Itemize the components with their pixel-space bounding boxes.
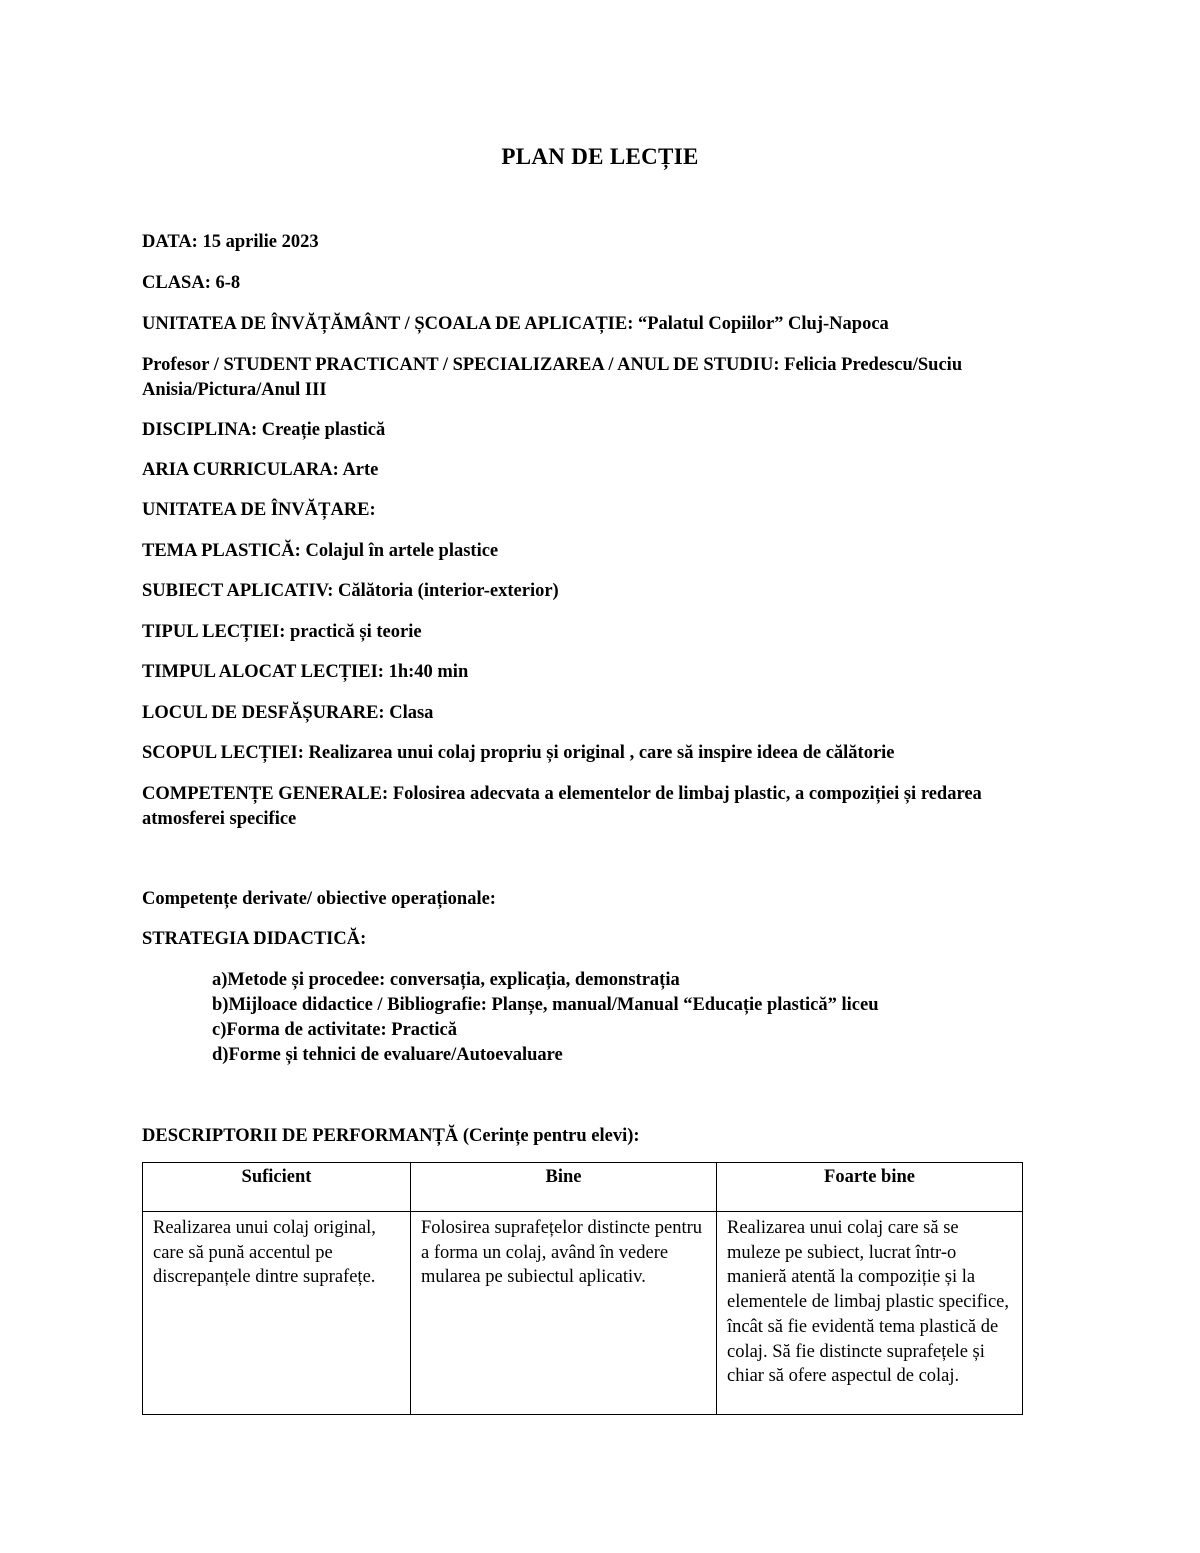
field-label: ARIA CURRICULARA: bbox=[142, 460, 339, 480]
field-value: 6-8 bbox=[215, 273, 241, 293]
field-value: Felicia Predescu/Suciu Anisia/Pictura/Anul III bbox=[142, 355, 963, 400]
field-aria-curriculara bbox=[142, 458, 1052, 483]
field-value: 1h:40 min bbox=[388, 662, 469, 682]
field-subiect-aplicativ bbox=[142, 579, 1052, 604]
field-label: UNITATEA DE ÎNVĂȚARE: bbox=[142, 500, 376, 520]
cell-bine: Folosirea suprafețelor distincte pentru a forma un colaj, având în vedere mularea pe subiectul aplicativ. bbox=[411, 1212, 717, 1415]
field-label: DATA: bbox=[142, 232, 198, 252]
field-clasa bbox=[142, 271, 1052, 296]
field-label: DISCIPLINA: bbox=[142, 420, 258, 440]
list-item: d)Forme și tehnici de evaluare/Autoevaluare bbox=[212, 1045, 563, 1065]
header-foarte-bine: Foarte bine bbox=[717, 1163, 1023, 1212]
field-label: SCOPUL LECȚIEI: bbox=[142, 743, 304, 763]
field-label: SUBIECT APLICATIV: bbox=[142, 581, 334, 601]
field-profesor bbox=[142, 353, 1052, 403]
field-unitatea-invatare bbox=[142, 498, 1052, 523]
descriptori-heading: DESCRIPTORII DE PERFORMANȚĂ (Cerințe pentru elevi): bbox=[142, 1126, 640, 1146]
table-header-row bbox=[143, 1163, 1023, 1212]
list-item: a)Metode și procedee: conversația, explicația, demonstrația bbox=[212, 970, 680, 990]
field-value: “Palatul Copiilor” Cluj-Napoca bbox=[638, 314, 889, 334]
header-bine: Bine bbox=[411, 1163, 717, 1212]
field-value: Călătoria (interior-exterior) bbox=[338, 581, 559, 601]
field-value: Arte bbox=[342, 460, 379, 480]
field-label: TIPUL LECȚIEI: bbox=[142, 622, 286, 642]
field-value: practică și teorie bbox=[290, 622, 422, 642]
field-label: UNITATEA DE ÎNVĂȚĂMÂNT / ȘCOALA DE APLICAȚIE: bbox=[142, 314, 634, 334]
strategia-heading: STRATEGIA DIDACTICĂ: bbox=[142, 929, 367, 949]
field-label: LOCUL DE DESFĂȘURARE: bbox=[142, 703, 385, 723]
page-title: PLAN DE LECȚIE bbox=[501, 144, 699, 169]
field-tipul-lectiei bbox=[142, 620, 1052, 645]
list-item: c)Forma de activitate: Practică bbox=[212, 1020, 457, 1040]
field-value: Colajul în artele plastice bbox=[305, 541, 499, 561]
field-label: TIMPUL ALOCAT LECȚIEI: bbox=[142, 662, 384, 682]
cell-suficient: Realizarea unui colaj original, care să pună accentul pe discrepanțele dintre suprafețe. bbox=[143, 1212, 411, 1415]
table-row bbox=[143, 1212, 1023, 1415]
field-competente-generale bbox=[142, 782, 1052, 832]
field-value: 15 aprilie 2023 bbox=[202, 232, 319, 252]
field-label: CLASA: bbox=[142, 273, 211, 293]
field-value: Realizarea unui colaj propriu și original , care să inspire ideea de călătorie bbox=[308, 743, 895, 763]
list-item: b)Mijloace didactice / Bibliografie: Planșe, manual/Manual “Educație plastică” liceu bbox=[212, 995, 879, 1015]
field-locul bbox=[142, 701, 1052, 726]
strategia-list bbox=[212, 968, 878, 1068]
cell-foarte-bine: Realizarea unui colaj care să se muleze pe subiect, lucrat într-o manieră atentă la compoziție și la elementele de limbaj plastic specifice, încât să fie evidentă tema plastică de colaj. Să fie distincte suprafețele și chiar să ofere aspectul de colaj. bbox=[717, 1212, 1023, 1415]
field-label: COMPETENȚE GENERALE: bbox=[142, 784, 389, 804]
field-value: Folosirea adecvata a elementelor de limbaj plastic, a compoziției și redarea atmosferei specifice bbox=[142, 784, 982, 829]
field-label: Profesor / STUDENT PRACTICANT / SPECIALIZAREA / ANUL DE STUDIU: bbox=[142, 355, 780, 375]
header-suficient: Suficient bbox=[143, 1163, 411, 1212]
field-disciplina bbox=[142, 418, 1052, 443]
competente-derivate-heading: Competențe derivate/ obiective operaționale: bbox=[142, 889, 496, 909]
field-value: Creație plastică bbox=[261, 420, 386, 440]
field-data bbox=[142, 230, 1052, 255]
field-label: TEMA PLASTICĂ: bbox=[142, 541, 301, 561]
field-unitatea-invatamant bbox=[142, 312, 1052, 337]
field-timpul-alocat bbox=[142, 660, 1052, 685]
performance-table bbox=[142, 1162, 1023, 1415]
field-tema-plastica bbox=[142, 539, 1052, 564]
field-value: Clasa bbox=[389, 703, 434, 723]
field-scopul-lectiei bbox=[142, 741, 1052, 766]
